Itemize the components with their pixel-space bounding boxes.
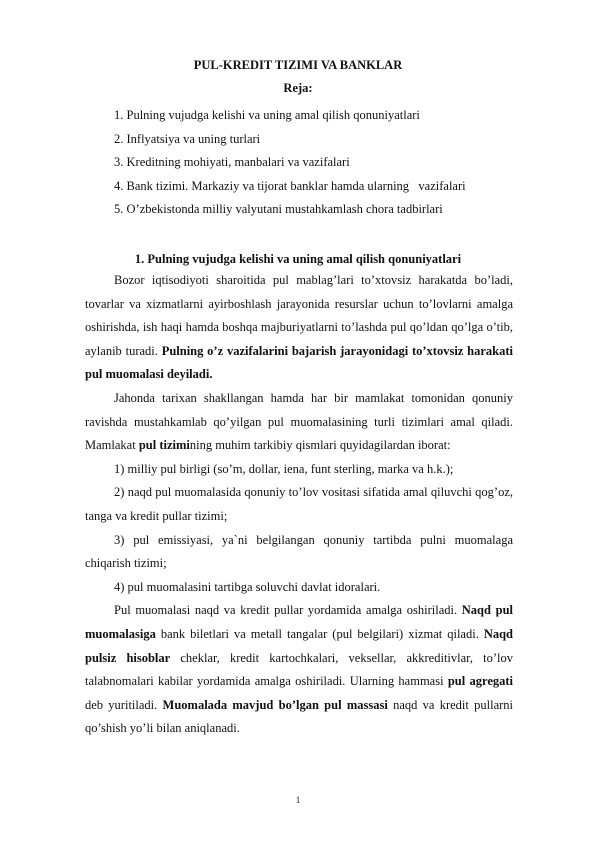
plan-label: Reja:	[283, 81, 313, 95]
body-paragraph	[85, 458, 513, 482]
section-body	[85, 269, 513, 741]
body-paragraph	[85, 529, 513, 576]
bold-term: Naqd pul muomalasiga	[85, 603, 513, 641]
bold-term: pul agregati	[447, 674, 514, 689]
plan-item: 2. Inflyatsiya va uning turlari	[114, 131, 261, 146]
body-paragraph	[85, 599, 513, 741]
body-paragraph	[85, 576, 513, 600]
bold-term: Muomalada mavjud bo’lgan pul massasi	[162, 697, 388, 712]
plan-item: 3. Kreditning mohiyati, manbalari va vazifalari	[114, 155, 350, 169]
plan-item: 1. Pulning vujudga kelishi va uning amal qilish qonuniyatlari	[114, 108, 420, 122]
body-paragraph	[85, 387, 513, 458]
bold-term: pul tizimi	[138, 438, 190, 453]
text-run: naqd va kredit pullarni qo’shish yo’li bilan aniqlanadi.	[85, 697, 514, 736]
text-run: Pul muomalasi naqd va kredit pullar yordamida amalga oshiriladi.	[114, 603, 462, 618]
text-run: Jahonda tarixan shakllangan hamda har bir mamlakat tomonidan qonuniy ravishda mustahkamlab qo’yilgan pul muomalasining turli tizimlari amal qiladi. Mamlakat	[85, 390, 513, 453]
plan-list	[114, 104, 466, 222]
bold-term: Naqd pulsiz hisoblar	[85, 626, 513, 665]
text-run: Bozor iqtisodiyoti sharoitida pul mablag’lari to’xtovsiz harakatda bo’ladi, tovarlar va xizmatlarni ayirboshlash jarayonida resurslar uchun to’lovlarni amalga oshirishda, ish haqi hamda boshqa majburiyatlarni to’lashda pul qo’ldan qo’lga o’tib, aylanib turadi.	[85, 273, 513, 358]
text-run: 2) naqd pul muomalasida qonuniy to’lov vositasi sifatida amal qiluvchi qog’oz, tanga va kredit pullar tizimi;	[85, 485, 513, 523]
text-run: cheklar, kredit kartochkalari, veksellar, akkreditivlar, to’lov talabnomalari kabilar yordamida amalga oshiriladi. Ularning hammasi	[85, 650, 513, 689]
text-run: deb yuritiladi.	[85, 697, 163, 712]
document-title: PUL-KREDIT TIZIMI VA BANKLAR	[193, 58, 403, 72]
section-heading: 1. Pulning vujudga kelishi va uning amal qilish qonuniyatlari	[134, 252, 462, 266]
plan-item: 4. Bank tizimi. Markaziy va tijorat banklar hamda ularning vazifalari	[114, 178, 466, 193]
text-run: 3) pul emissiyasi, ya`ni belgilangan qonuniy tartibda pulni muomalaga chiqarish tizimi;	[85, 532, 513, 571]
plan-item: 5. O’zbekistonda milliy valyutani mustahkamlash chora tadbirlari	[114, 202, 443, 216]
page-number: 1	[295, 795, 301, 805]
text-run: 4) pul muomalasini tartibga soluvchi davlat idoralari.	[114, 579, 381, 594]
text-run: ning muhim tarkibiy qismlari quyidagilardan iborat:	[189, 438, 451, 453]
text-run: 1) milliy pul birligi (so’m, dollar, iena, funt sterling, marka va h.k.);	[114, 461, 454, 476]
body-paragraph	[85, 269, 513, 387]
text-run: bank biletlari va metall tangalar (pul belgilari) xizmat qiladi.	[155, 626, 484, 641]
bold-term: Pulning o’z vazifalarini bajarish jarayonidagi to’xtovsiz harakati pul muomalasi deyiladi.	[85, 343, 513, 382]
body-paragraph	[85, 481, 513, 528]
